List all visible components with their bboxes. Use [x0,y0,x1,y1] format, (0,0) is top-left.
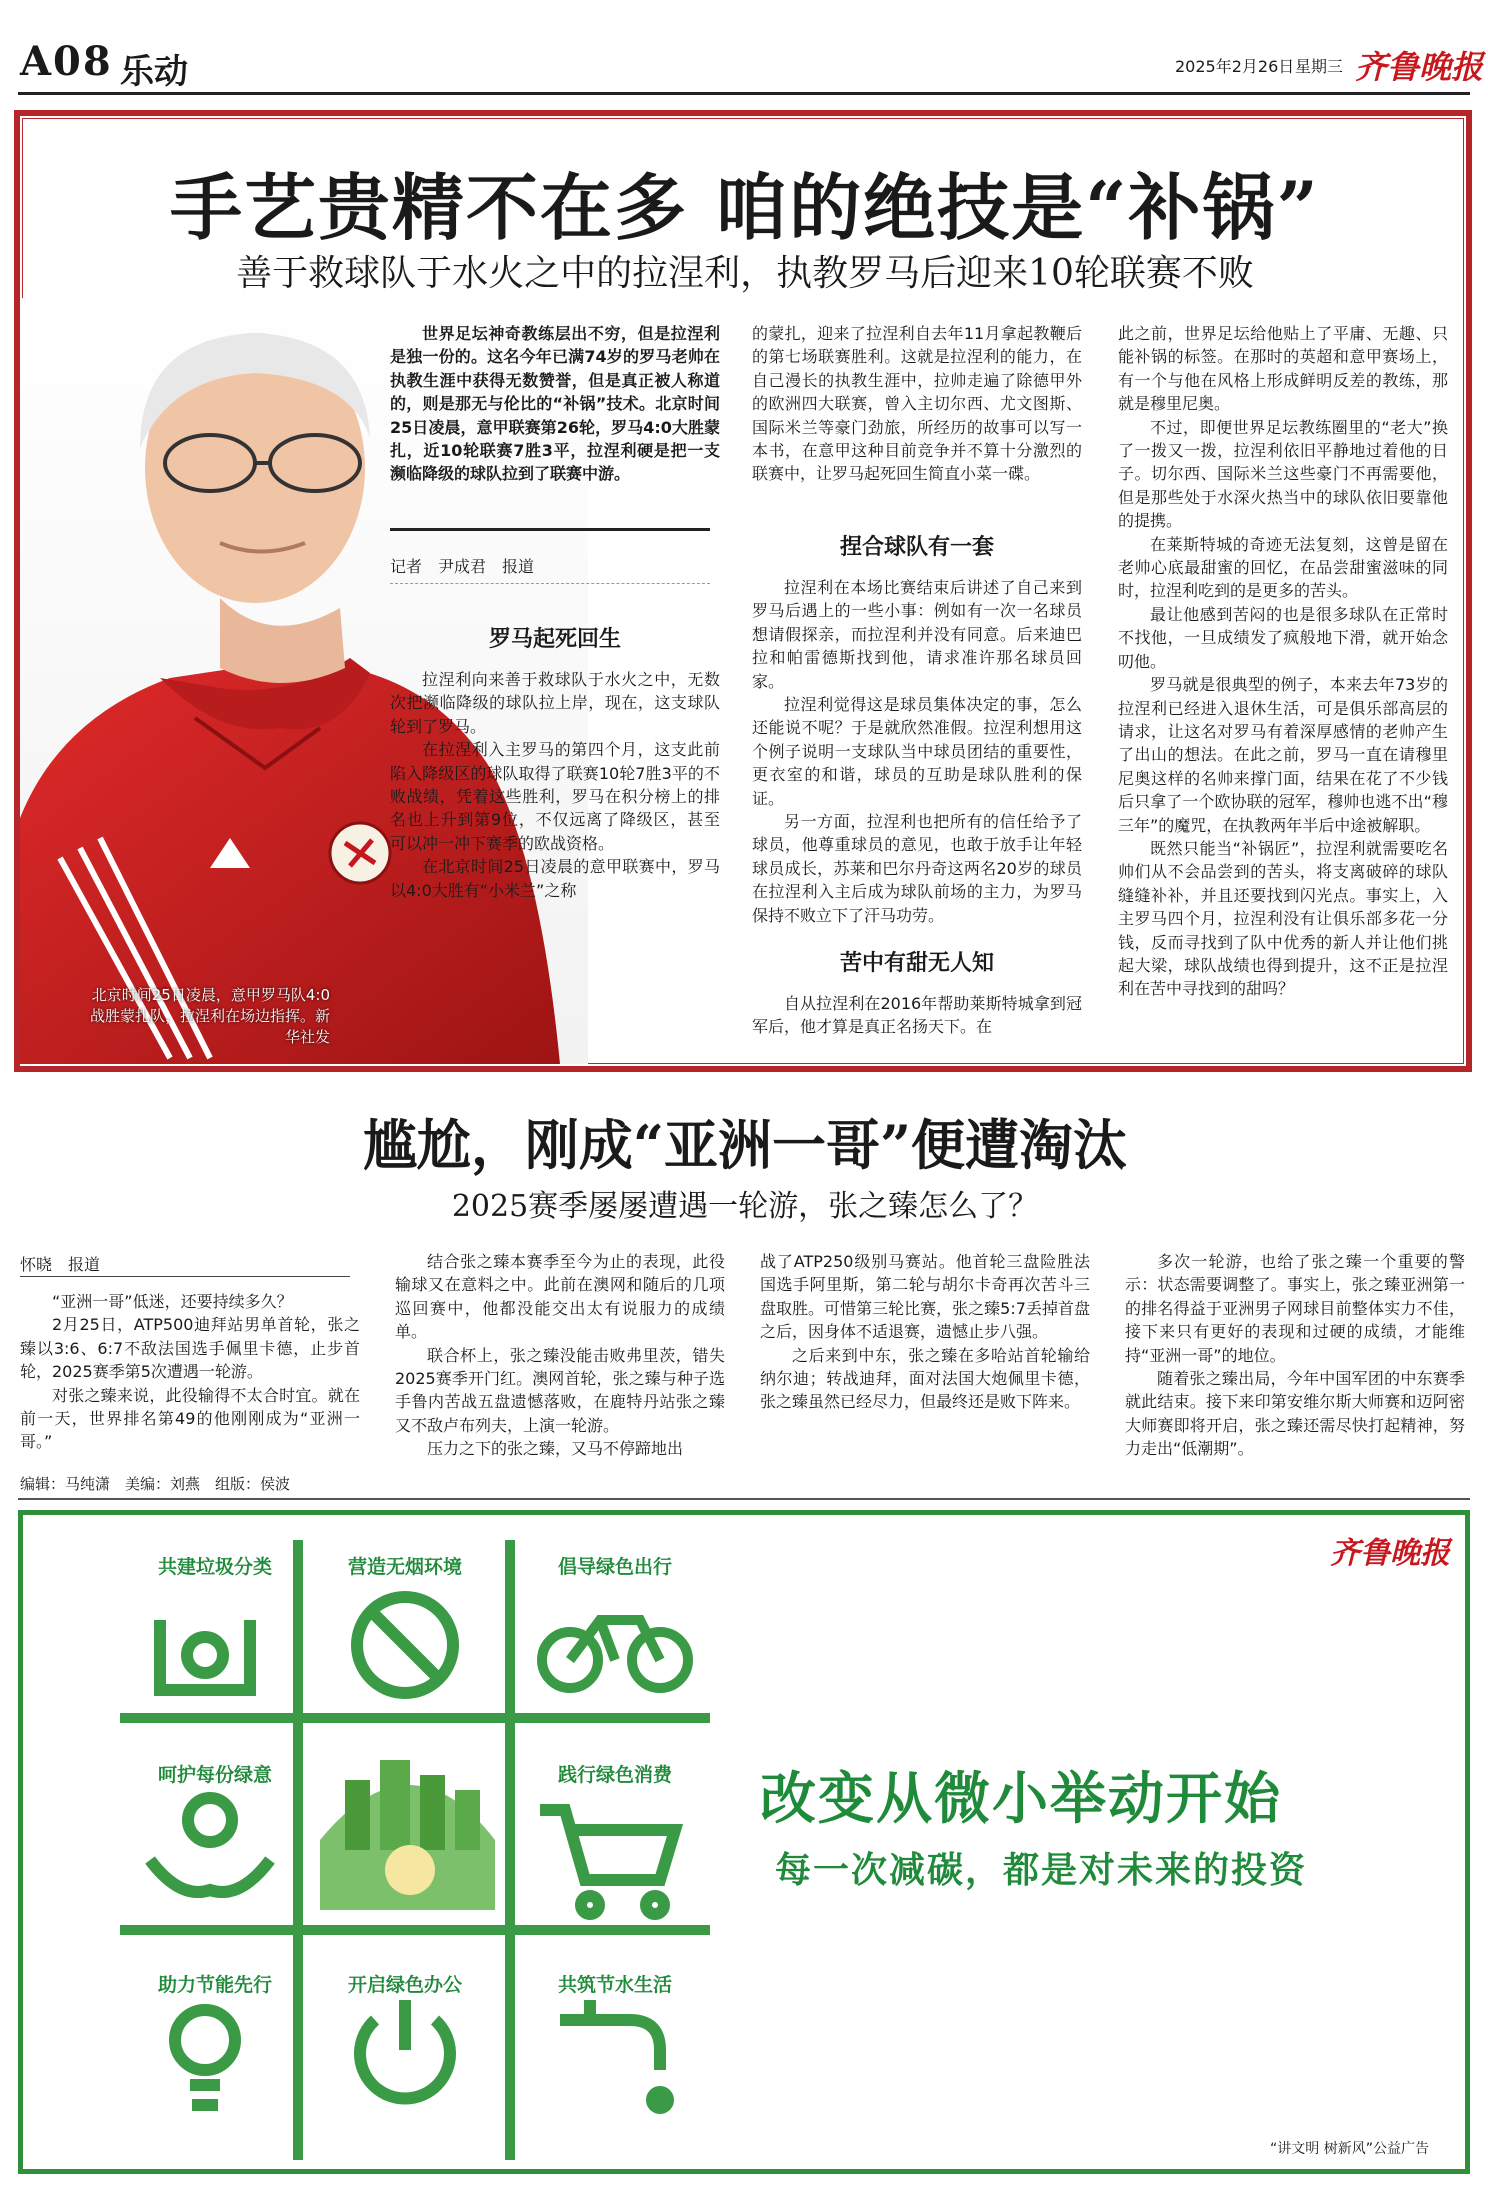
story2-subheadline: 2025赛季屡屡遭遇一轮游，张之臻怎么了？ [451,1189,1039,1224]
story1-subheadline: 善于救球队于水火之中的拉涅利，执教罗马后迎来10轮联赛不败 [236,253,1254,294]
paragraph: 联合杯上，张之臻没能击败弗里茨，错失2025赛季开门红。澳网首轮，张之臻与种子选手鲁内苦战五盘遗憾落败，在鹿特丹站张之臻又不敌卢布列夫，上演一轮游。 [395,1345,725,1435]
story2-column-2 [395,1250,725,1461]
faucet-icon [560,2000,668,2108]
paragraph: 拉涅利觉得这是球员集体决定的事，怎么还能说不呢？于是就欣然准假。拉涅利想用这个例子说明一支球队当中球员团结的重要性，更衣室的和谐，球员的互助是球队胜利的保证。 [752,695,1082,808]
editor-credits: 编辑：马纯潇 美编：刘燕 组版：侯波 [20,1475,291,1493]
paragraph: 多次一轮游，也给了张之臻一个重要的警示：状态需要调整了。事实上，张之臻亚洲第一的排名得益于亚洲男子网球目前整体实力不佳，接下来只有更好的表现和过硬的成绩，才能维持“亚洲一哥”的地位。 [1125,1252,1465,1365]
paragraph: 的蒙扎，迎来了拉涅利自去年11月拿起教鞭后的第七场联赛胜利。这就是拉涅利的能力，在自己漫长的执教生涯中，拉帅走遍了除德甲外的欧洲四大联赛，曾入主切尔西、尤文图斯、国际米兰等豪门劲旅，所经历的故事可以写一本书，在意甲这种目前竞争并不算十分激烈的联赛中，让罗马起死回生简直小菜一碟。 [752,324,1082,484]
story2-column-4 [1125,1250,1465,1461]
story2-byline-rule [20,1276,350,1277]
light-bulb-icon [175,2010,235,2105]
paragraph: 2月25日，ATP500迪拜站男单首轮，张之臻以3:6、6:7不敌法国选手佩里卡德，止步首轮，2025赛季第5次遭遇一轮游。 [20,1315,360,1382]
paragraph: 之后来到中东，张之臻在多哈站首轮输给纳尔迪；转战迪拜，面对法国大炮佩里卡德，张之臻虽然已经尽力，但最终还是败下阵来。 [760,1345,1090,1412]
paragraph: 随着张之臻出局，今年中国军团的中东赛季就此结束。接下来印第安维尔斯大师赛和迈阿密大师赛即将开启，张之臻还需尽快打起精神，努力走出“低潮期”。 [1125,1369,1465,1459]
story1-column-1 [390,668,720,902]
section-name: 乐动 [120,52,188,92]
paragraph: “亚洲一哥”低迷，还要持续多久？ [52,1292,293,1311]
issue-weekday: 星期三 [1295,57,1344,76]
paragraph: 拉涅利在本场比赛结束后讲述了自己来到罗马后遇上的一些小事：例如有一次一名球员想请假探亲，而拉涅利并没有同意。后来迪巴拉和帕雷德斯找到他，请求准许那名球员回家。 [752,578,1082,691]
story2-headline: 尴尬，刚成“亚洲一哥”便遭淘汰 [362,1113,1128,1177]
shopping-cart-icon [540,1810,675,1914]
ad-cell-label: 践行绿色消费 [557,1764,672,1786]
story1-lead-paragraph: 世界足坛神奇教练层出不穷，但是拉涅利是独一份的。这名今年已满74岁的罗马老帅在执教生涯中获得无数赞誉，但是真正被人称道的，则是那无与伦比的“补锅”技术。北京时间25日凌晨，意甲联赛第26轮，罗马4:0大胜蒙扎，近10轮联赛7胜3平，拉涅利硬是把一支濒临降级的球队拉到了联赛中游。 [390,324,720,484]
ad-cell-label: 共建垃圾分类 [157,1556,272,1578]
ad-footer: “讲文明 树新风”公益广告 [1270,2141,1429,2157]
ad-newspaper-logo: 齐鲁晚报 [1330,1536,1450,1571]
story1-column-2c [752,992,1082,1039]
ad-cell-label: 开启绿色办公 [347,1974,462,1996]
story2-column-3 [760,1250,1090,1414]
story1-subhead-2: 捏合球队有一套 [839,534,994,560]
paragraph: 压力之下的张之臻，又马不停蹄地出 [427,1439,684,1459]
no-smoking-icon [357,1597,453,1693]
story1-subhead-3: 苦中有甜无人知 [839,950,994,976]
story1-subhead-1: 罗马起死回生 [488,626,621,652]
editor-rule [18,1498,1470,1500]
ad-cell-label: 呵护每份绿意 [157,1764,272,1786]
green-grid-lines [120,1540,710,2160]
ad-cell-label: 共筑节水生活 [557,1974,672,1996]
paragraph: 拉涅利向来善于救球队于水火之中，无数次把濒临降级的球队拉上岸，现在，这支球队轮到了罗马。 [390,670,720,736]
story1-column-3 [1118,322,1448,1001]
byline-dashed-rule [390,583,710,584]
paragraph: 此之前，世界足坛给他贴上了平庸、无趣、只能补锅的标签。在那时的英超和意甲赛场上，有一个与他在风格上形成鲜明反差的教练，那就是穆里尼奥。 [1118,324,1448,414]
byline-rule [390,528,710,531]
newspaper-logo: 齐鲁晚报 [1355,48,1484,86]
page-number: A08 [20,38,113,85]
paragraph: 最让他感到苦闷的也是很多球队在正常时不找他，一旦成绩发了疯般地下滑，就开始念叨他。 [1118,604,1448,671]
paragraph: 另一方面，拉涅利也把所有的信任给予了球员，他尊重球员的意见，也敢于放手让年轻球员成长，苏莱和巴尔丹奇这两名20岁的球员在拉涅利入主后成为球队前场的主力，为罗马保持不败立下了汗马功劳。 [752,812,1082,925]
recycle-bin-icon [160,1620,250,1690]
paragraph: 自从拉涅利在2016年帮助莱斯特城拿到冠军后，他才算是真正名扬天下。在 [752,994,1082,1037]
hands-plant-icon [150,1798,270,1892]
power-icon [360,2000,450,2099]
ad-slogan: 改变从微小举动开始 [760,1766,1282,1832]
paragraph: 战了ATP250级别马赛站。他首轮三盘险胜法国选手阿里斯，第二轮与胡尔卡奇再次苦斗三盘取胜。可惜第三轮比赛，张之臻5:7丢掉首盘之后，因身体不适退赛，遗憾止步八强。 [760,1252,1090,1342]
bicycle-icon [542,1620,688,1688]
paragraph: 不过，即便世界足坛教练圈里的“老大”换了一拨又一拨，拉涅利依旧平静地过着他的日子。切尔西、国际米兰这些豪门不再需要他，但是那些处于水深火热当中的球队依旧要靠他的提携。 [1118,417,1448,531]
green-city-scene [320,1760,495,1910]
ad-subslogan: 每一次减碳，都是对未来的投资 [775,1849,1308,1891]
story1-column-2b [752,576,1082,927]
paragraph: 对张之臻来说，此役输得不太合时宜。就在前一天，世界排名第49的他刚刚成为“亚洲一哥。” [20,1385,360,1452]
paragraph: 在拉涅利入主罗马的第四个月，这支此前陷入降级区的球队取得了联赛10轮7胜3平的不败战绩，凭着这些胜利，罗马在积分榜上的排名也上升到第9位，不仅远离了降级区，甚至可以冲一冲下赛季的欧战资格。 [390,740,720,853]
story2-column-1 [20,1290,360,1454]
story1-headline: 手艺贵精不在多 咱的绝技是“补锅” [170,165,1320,250]
issue-date: 2025年2月26日 [1175,57,1295,76]
paragraph: 罗马就是很典型的例子，本来去年73岁的拉涅利已经进入退休生活，可是俱乐部高层的请求，让这名对罗马有着深厚感情的老帅产生了出山的想法。在此之前，罗马一直在请穆里尼奥这样的名帅来撑门面，结果在花了不少钱后只拿了一个欧协联的冠军，穆帅也逃不出“穆三年”的魔咒，在执教两年半后中途被解职。 [1118,675,1448,835]
ad-cell-label: 倡导绿色出行 [557,1556,672,1578]
story1-byline: 记者 尹成君 报道 [390,557,535,576]
green-actions-grid [120,1540,710,2160]
story2-byline: 怀晓 报道 [20,1255,101,1274]
paragraph: 在莱斯特城的奇迹无法复刻，这曾是留在老帅心底最甜蜜的回忆，在品尝甜蜜滋味的同时，拉涅利吃到的是更多的苦头。 [1118,534,1448,601]
ad-cell-label: 营造无烟环境 [347,1556,462,1578]
story1-lead [390,322,720,486]
paragraph: 结合张之臻本赛季至今为止的表现，此役输球又在意料之中。此前在澳网和随后的几项巡回赛中，他都没能交出太有说服力的成绩单。 [395,1252,725,1342]
photo-caption: 北京时间25日凌晨，意甲罗马队4:0战胜蒙扎队，拉涅利在场边指挥。新华社发 [89,986,330,1046]
paragraph: 在北京时间25日凌晨的意甲联赛中，罗马以4:0大胜有“小米兰”之称 [390,857,720,900]
paragraph: 既然只能当“补锅匠”，拉涅利就需要吃名帅们从不会品尝到的苦头，将支离破碎的球队缝缝补补，并且还要找到闪光点。事实上，入主罗马四个月，拉涅利没有让俱乐部多花一分钱，反而寻找到了队中优秀的新人并让他们挑起大梁，球队战绩也得到提升，这不正是拉涅利在苦中寻找到的甜吗？ [1118,838,1448,999]
ad-cell-label: 助力节能先行 [157,1974,272,1996]
header-rule [18,92,1470,95]
story1-column-2a [752,322,1082,486]
